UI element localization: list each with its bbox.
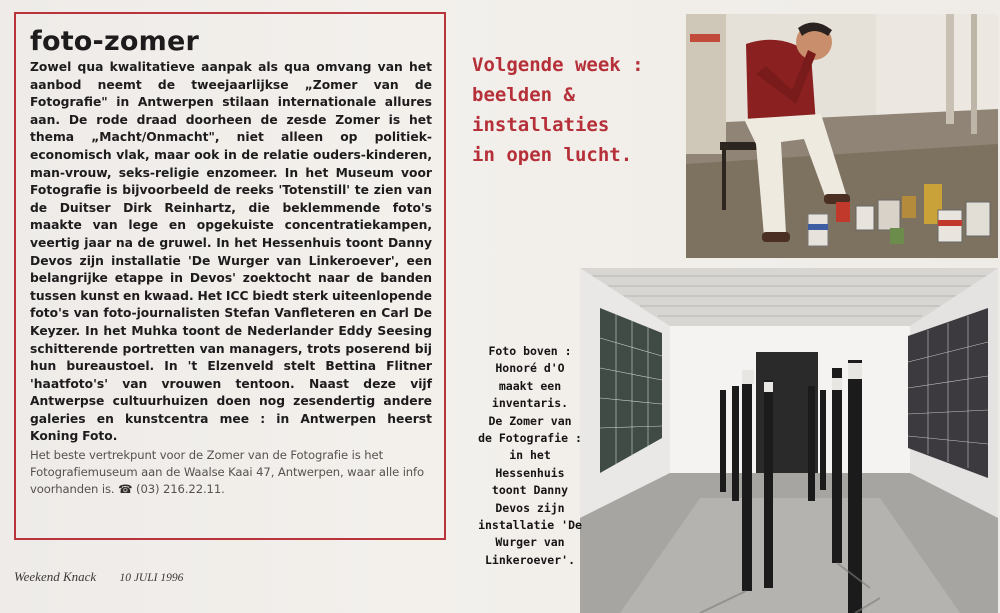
article-headline: foto-zomer [30, 26, 199, 57]
teaser-line: beelden & [472, 84, 575, 106]
caption-line: de Fotografie : [478, 431, 582, 446]
caption-line: Devos zijn [495, 500, 565, 515]
publication-date: 10 JULI 1996 [119, 572, 184, 584]
article-phone: (03) 216.22.11. [136, 482, 225, 497]
caption-line: Wurger van [495, 535, 565, 550]
caption-line: Linkeroever'. [484, 552, 575, 567]
caption-line: inventaris. [491, 396, 569, 411]
article-body: Zowel qua kwalitatieve aanpak als qua omvang van het aanbod neemt de tweejaarlijkse „Zomer van de Fotografie" in Antwerpen stilaan internationale allures aan. De rode draad doorheen de zesde Zomer is het thema „Macht/Onmacht", niet alleen op politiek-economisch vlak, maar ook in de relatie ouders-kinderen, man-vrouw, seks-religie enzomeer. In het Museum voor Fotografie is bijvoorbeeld de reeks 'Totenstill' te zien van de Duitser Dirk Reinhartz, die beklemmende foto's maakte van lege en opgekuiste concentratiekampen, veertig jaar na de gruwel. In het Hessenhuis toont Danny Devos zijn installatie 'De Wurger van Linkeroever', een belangrijke etappe in Devos' zoektocht naar de banden tussen kunst en kwaad. Het ICC biedt sterk uiteenlopende foto's van foto-journalisten Stefan Vanfleteren en Carl De Keyzer. In het Muhka toont de Nederlander Eddy Seesing schitterende portretten van managers, trots poserend bij hun bureaustoel. In 't Elzenveld stelt Bettina Flitner 'haatfoto's' van vrouwen tentoon. Naast deze vijf Antwerpse cultuurhuizen doen nog zesendertig andere galeries en kunstcentra mee : in Antwerpen heerst Koning Foto. [30, 60, 432, 444]
caption-line: maakt een [498, 378, 562, 393]
teaser-text [472, 50, 672, 170]
telephone-icon: ☎ [118, 482, 133, 497]
teaser-line: installaties [472, 114, 610, 136]
caption-line: Hessenhuis [495, 465, 565, 480]
article-footer [30, 447, 432, 498]
caption-line: De Zomer van [488, 413, 572, 428]
caption-line: in het [509, 448, 551, 463]
teaser-line: Volgende week : [472, 54, 644, 76]
publication-footer [14, 569, 183, 585]
article-box [14, 12, 446, 540]
photo-caption [468, 343, 592, 569]
photo-installation-hessenhuis [580, 268, 998, 613]
caption-line: installatie 'De [478, 518, 582, 533]
article-footer-text: Het beste vertrekpunt voor de Zomer van de Fotografie is het Fotografiemuseum aan de Waalse Kaai 47, Antwerpen, waar alle info voorhanden is. [30, 448, 425, 497]
photo-artist-inventory [686, 14, 998, 258]
teaser-line: in open lucht. [472, 144, 633, 166]
caption-line: toont Danny [491, 483, 569, 498]
caption-line: Foto boven : [488, 344, 572, 358]
publication-name: Weekend Knack [14, 569, 97, 584]
caption-line: Honoré d'O [495, 361, 565, 376]
